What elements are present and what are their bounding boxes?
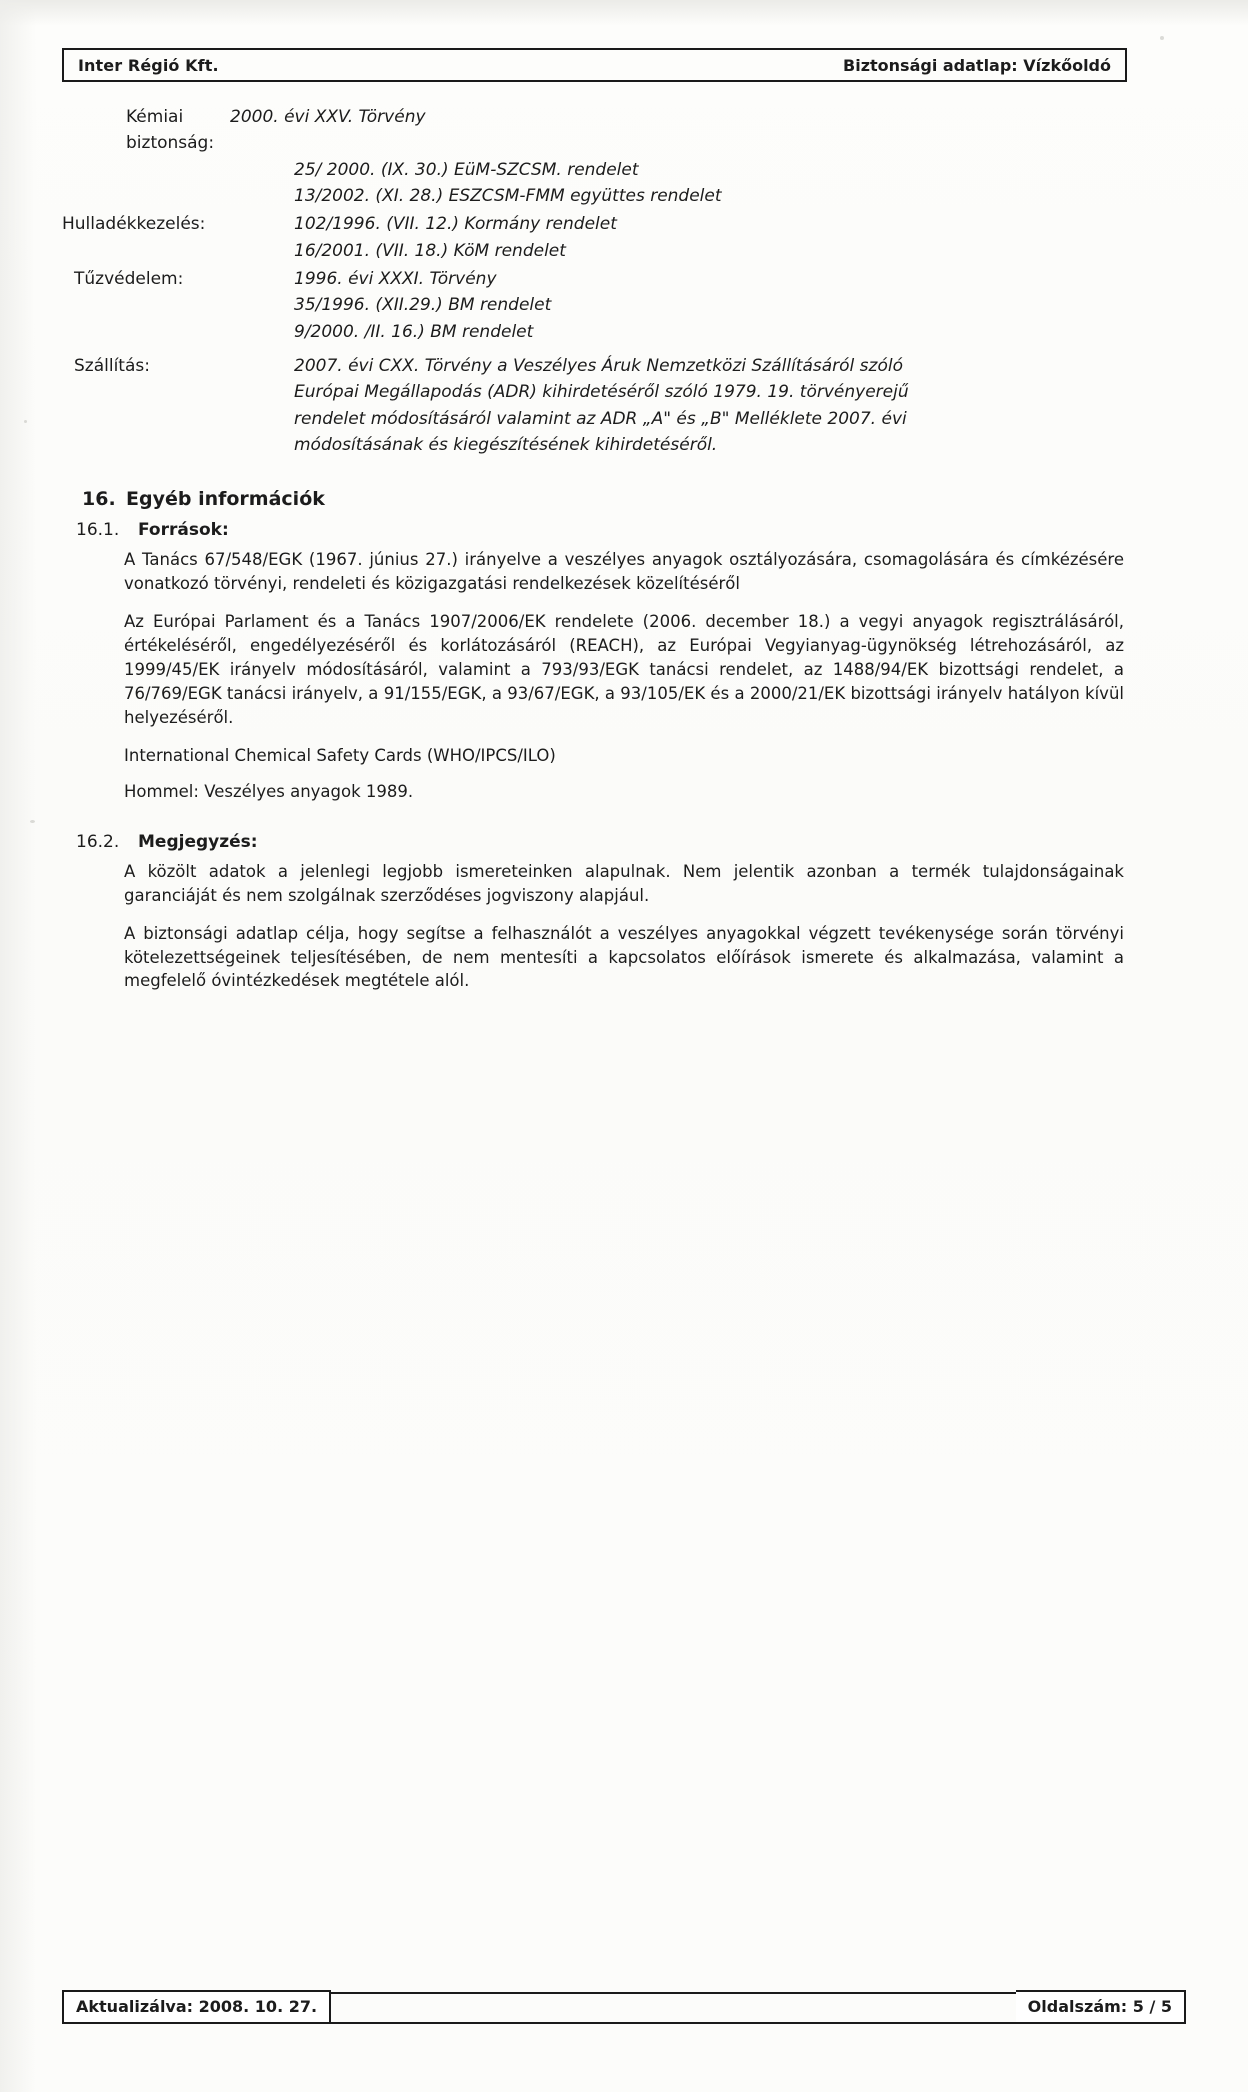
scan-speck xyxy=(30,820,35,823)
section-number: 16. xyxy=(82,488,116,511)
paragraph: Hommel: Veszélyes anyagok 1989. xyxy=(124,781,414,801)
scan-speck xyxy=(24,420,27,423)
law-primary-reference: 2007. évi CXX. Törvény a Veszélyes Áruk Nemzetközi Szállításáról szóló xyxy=(294,356,903,377)
header-document-title: Biztonsági adatlap: Vízkőoldó xyxy=(843,56,1111,75)
law-secondary-reference: 13/2002. (XI. 28.) ESZCSM-FMM együttes rendelet xyxy=(294,186,722,207)
footer-updated-date: Aktualizálva: 2008. 10. 27. xyxy=(62,1990,331,2024)
law-secondary-reference: rendelet módosításáról valamint az ADR „A" és „B" Melléklete 2007. évi xyxy=(294,408,907,429)
document-body xyxy=(62,104,1132,993)
section-heading xyxy=(62,488,1132,510)
scan-edge-top xyxy=(0,0,1248,26)
law-primary-reference: 102/1996. (VII. 12.) Kormány rendelet xyxy=(294,214,617,235)
law-primary-reference: 2000. évi XXV. Törvény xyxy=(230,107,426,127)
subsection-title: Megjegyzés: xyxy=(138,831,258,852)
law-label: Szállítás: xyxy=(74,356,150,377)
law-label: Hulladékkezelés: xyxy=(62,214,206,235)
law-primary-reference: 1996. évi XXXI. Törvény xyxy=(294,269,497,290)
law-secondary-reference: 9/2000. /II. 16.) BM rendelet xyxy=(294,321,534,342)
paragraph: A Tanács 67/548/EGK (1967. június 27.) irányelve a veszélyes anyagok osztályozására, csomagolására és címkézésére vonatkozó törvényi, rendeleti és közigazgatási rendelkezések közelítéséről xyxy=(124,550,1124,594)
law-label: Kémiai biztonság: xyxy=(126,107,215,154)
paragraph: A közölt adatok a jelenlegi legjobb ismereteinken alapulnak. Nem jelentik azonban a termék tulajdonságainak garanciáját és nem szolgálnak szerződéses jogviszony alapjául. xyxy=(124,861,1124,905)
paragraph: International Chemical Safety Cards (WHO/IPCS/ILO) xyxy=(124,745,556,765)
law-label: Tűzvédelem: xyxy=(74,269,184,290)
law-secondary-reference: 16/2001. (VII. 18.) KöM rendelet xyxy=(294,240,566,261)
law-secondary-reference: 35/1996. (XII.29.) BM rendelet xyxy=(294,295,552,316)
law-block-kemiai xyxy=(62,104,1132,209)
law-secondary-reference: Európai Megállapodás (ADR) kihirdetéséről szóló 1979. 19. törvényerejű xyxy=(294,382,909,403)
header-company-name: Inter Régió Kft. xyxy=(78,56,219,75)
paragraph: A biztonsági adatlap célja, hogy segítse a felhasználót a veszélyes anyagokkal végzett tevékenysége során törvényi kötelezettségeinek teljesítésében, de nem mentesíti a kapcsolatos előírások ismerete és alkalmazása, valamint a megfelelő óvintézkedések megtétele alól. xyxy=(124,923,1124,991)
scan-edge-left xyxy=(0,0,36,2092)
law-secondary-reference: 25/ 2000. (IX. 30.) EüM-SZCSM. rendelet xyxy=(294,159,639,180)
document-header xyxy=(62,48,1127,82)
scan-speck xyxy=(1160,36,1164,40)
law-block-hulladekkezeles xyxy=(62,211,1132,264)
subsection-heading-16-2 xyxy=(62,832,1132,852)
subsection-heading-16-1 xyxy=(62,520,1132,540)
subsection-number: 16.1. xyxy=(76,520,120,541)
subsection-number: 16.2. xyxy=(76,831,120,852)
paragraph: Az Európai Parlament és a Tanács 1907/2006/EK rendelete (2006. december 18.) a vegyi anyagok regisztrálásáról, értékeléséről, engedélyezéséről és korlátozásáról (REACH), az Európai Vegyianyag-ügynökség létrehozásáról, az 1999/45/EK irányelv módosításáról, valamint a 793/93/EGK tanácsi rendelet, az 1488/94/EK bizottsági rendelet, a 76/769/EGK tanácsi irányelv, a 91/155/EGK, a 93/67/EGK, a 93/105/EK és a 2000/21/EK bizottsági irányelv hatályon kívül helyezéséről. xyxy=(124,612,1124,727)
law-block-szallitas xyxy=(62,353,1132,458)
law-secondary-reference: módosításának és kiegészítésének kihirdetéséről. xyxy=(294,435,718,456)
subsection-title: Források: xyxy=(138,520,229,541)
law-block-tuzvedelem xyxy=(62,266,1132,345)
section-title: Egyéb információk xyxy=(126,488,325,511)
footer-page-number: Oldalszám: 5 / 5 xyxy=(1016,1990,1186,2024)
